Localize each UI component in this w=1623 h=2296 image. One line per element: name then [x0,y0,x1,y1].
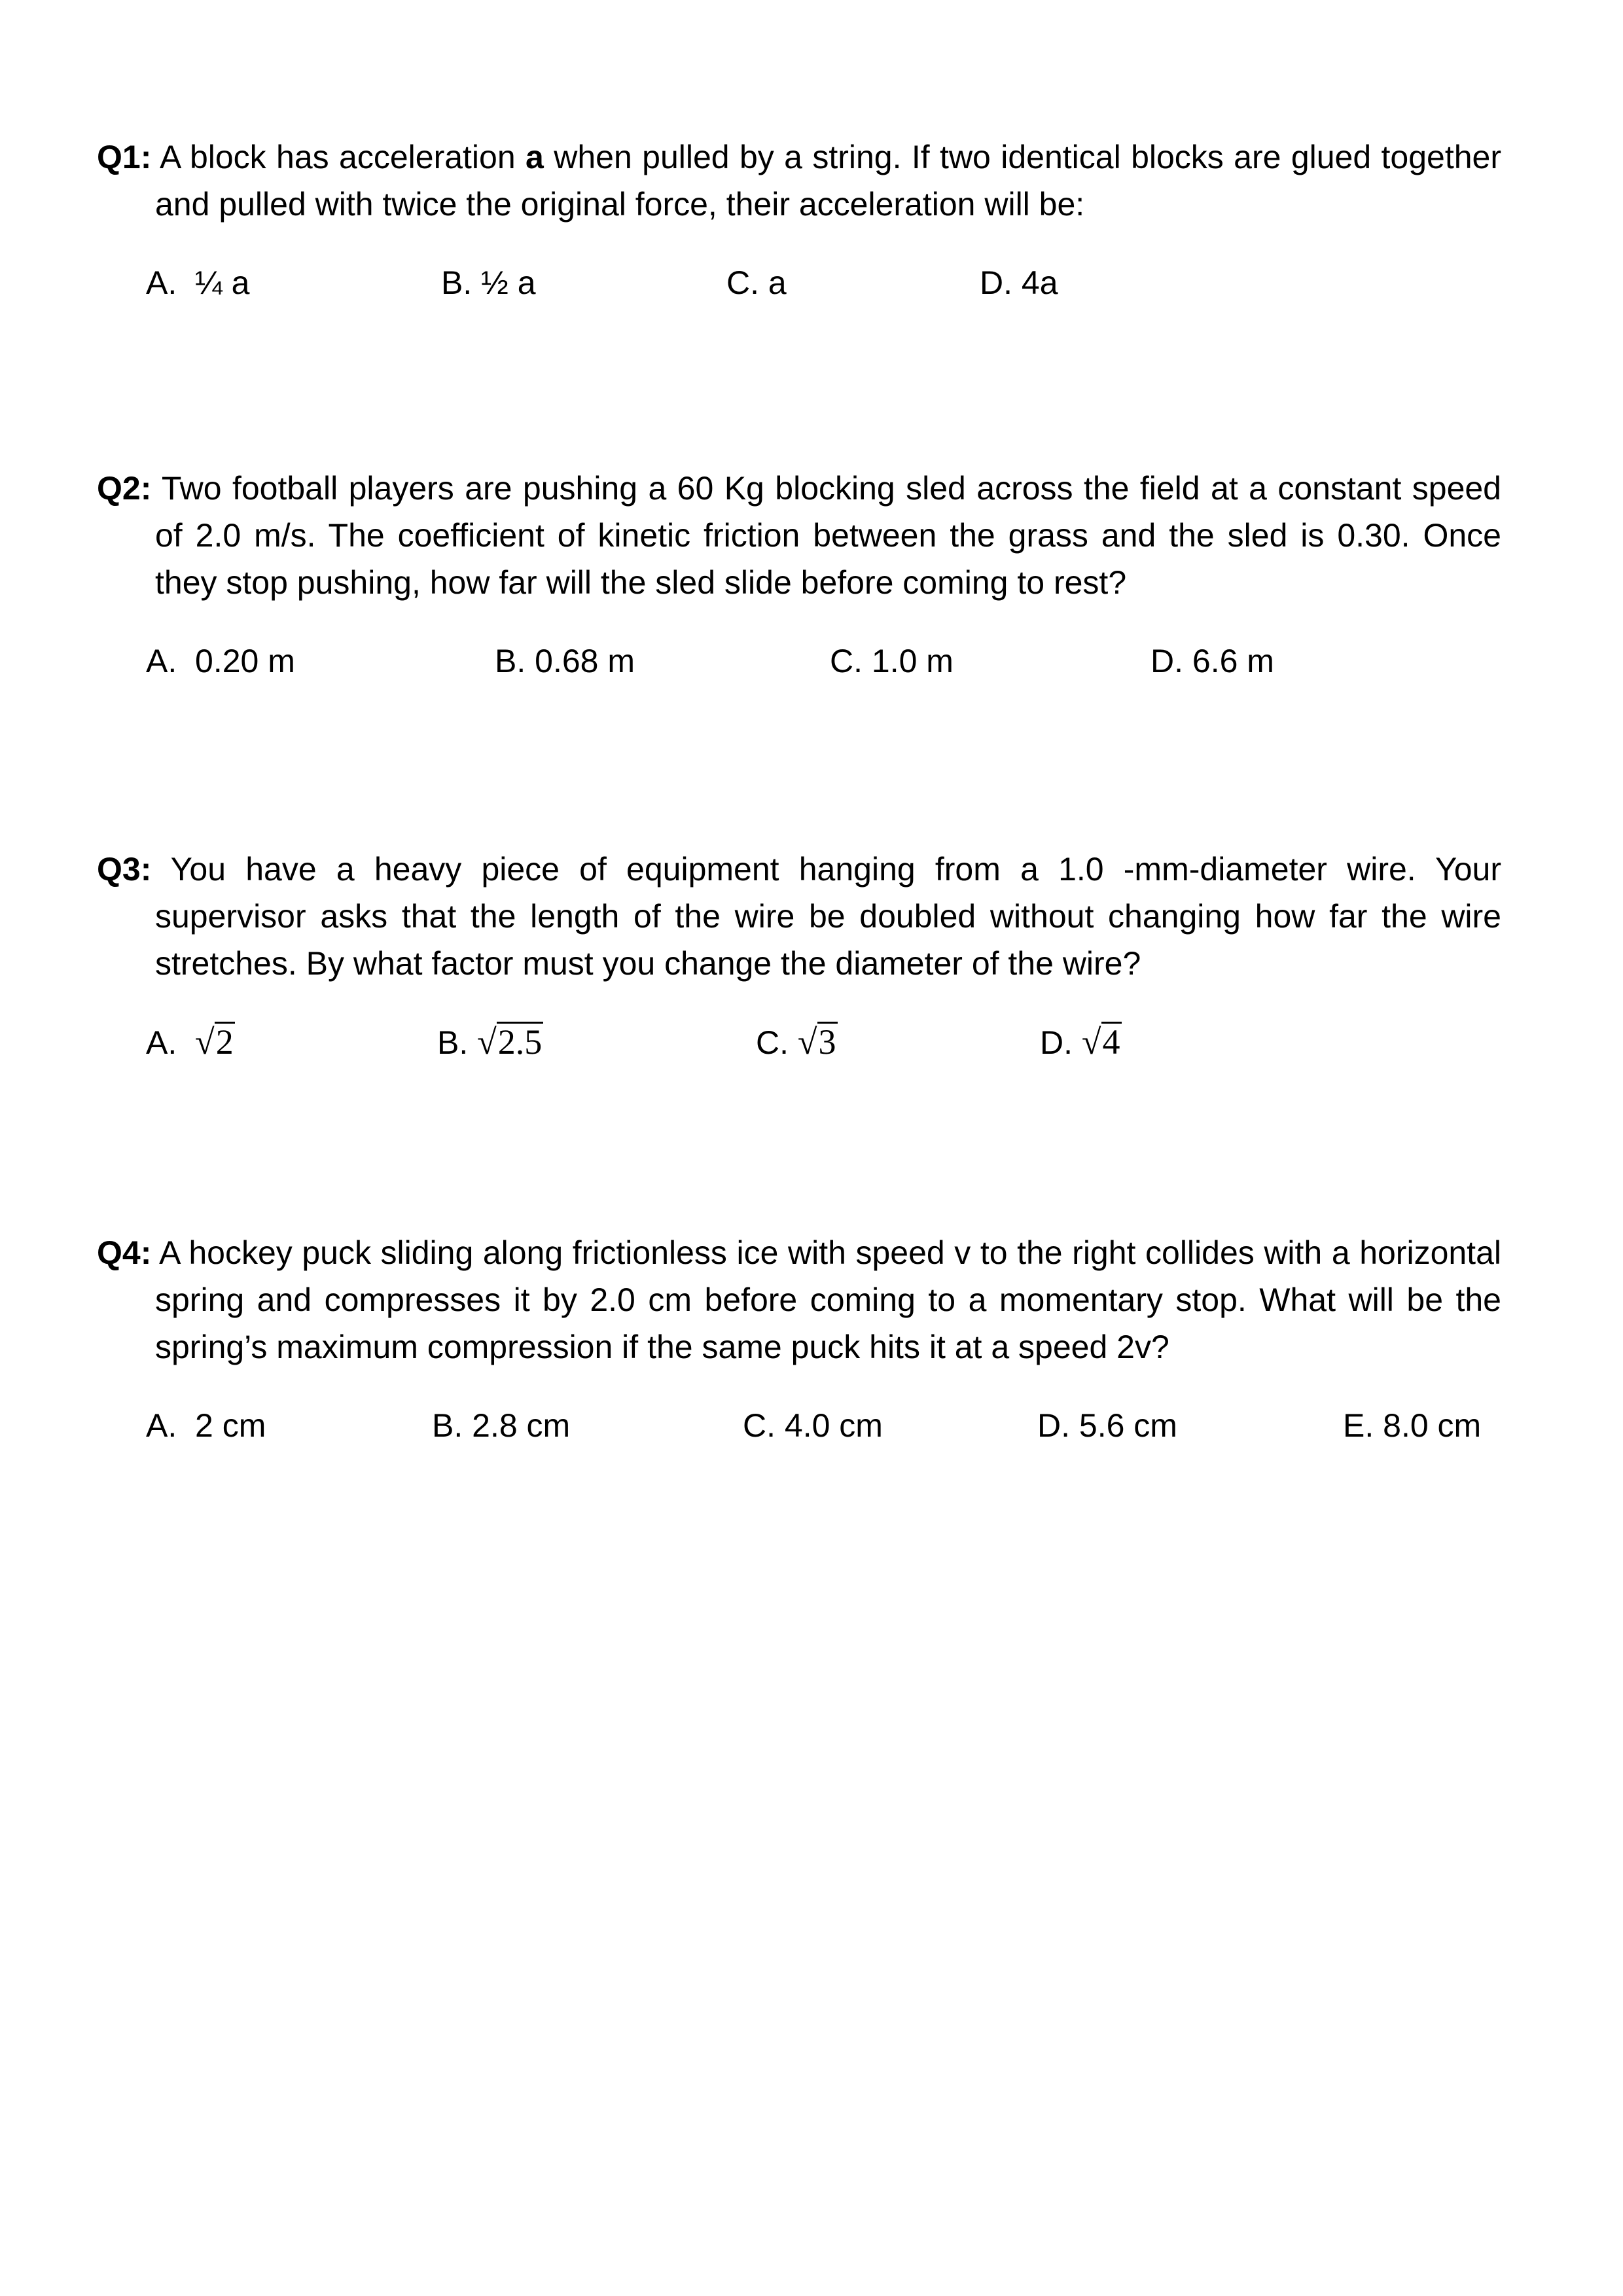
question-3 [97,846,1501,1066]
option-b[interactable]: B. 2.8 cm [432,1407,571,1444]
sqrt-symbol: √2.5 [477,1022,543,1062]
question-text: Q3: You have a heavy piece of equipment hanging from a 1.0 -mm-diameter wire. Your supervisor asks that the length of the wire be doubled without changing how far the wire stretches. By what factor must you change the diameter of the wire? [97,851,1501,982]
option-b[interactable]: B. 0.68 m [495,643,635,679]
option-c[interactable]: C. √3 [756,1018,838,1066]
question-number: Q1: [97,139,152,175]
option-d[interactable]: D. √4 [1040,1018,1122,1066]
option-b[interactable]: B. √2.5 [437,1018,543,1066]
sqrt-symbol: √2 [195,1022,234,1062]
option-a[interactable]: A. 0.20 m [146,643,295,679]
option-d[interactable]: D. 6.6 m [1150,643,1274,679]
answer-options [97,637,1501,685]
option-d[interactable]: D. 4a [980,264,1058,301]
question-text: Q4: A hockey puck sliding along frictionless ice with speed v to the right collides with a horizontal spring and compresses it by 2.0 cm before coming to a momentary stop. What will be the spring’s maximum compression if the same puck hits it at a speed 2v? [97,1234,1501,1365]
question-4 [97,1229,1501,1449]
question-number: Q3: [97,851,152,888]
option-c[interactable]: C. 4.0 cm [743,1407,883,1444]
answer-options [97,1402,1501,1449]
answer-options [97,259,1501,306]
question-text: Q1: A block has acceleration a when pulled by a string. If two identical blocks are glued together and pulled with twice the original force, their acceleration will be: [97,139,1502,223]
option-a[interactable]: A. 2 cm [146,1407,266,1444]
option-b[interactable]: B. ½ a [441,264,536,301]
option-a[interactable]: A. ¼ a [146,264,250,301]
question-2 [97,465,1501,685]
question-number: Q2: [97,470,152,507]
question-text: Q2: Two football players are pushing a 60 Kg blocking sled across the field at a constant speed of 2.0 m/s. The coefficient of kinetic friction between the grass and the sled is 0.30. Once they stop pushing, how far will the sled slide before coming to rest? [97,470,1501,601]
sqrt-symbol: √3 [797,1022,836,1062]
question-1 [97,134,1501,306]
option-c[interactable]: C. a [726,264,787,301]
option-d[interactable]: D. 5.6 cm [1037,1407,1177,1444]
question-number: Q4: [97,1234,152,1271]
option-a[interactable]: A. √2 [146,1018,235,1066]
answer-options [97,1018,1501,1066]
sqrt-symbol: √4 [1081,1022,1120,1062]
option-c[interactable]: C. 1.0 m [830,643,954,679]
option-e[interactable]: E. 8.0 cm [1343,1407,1482,1444]
